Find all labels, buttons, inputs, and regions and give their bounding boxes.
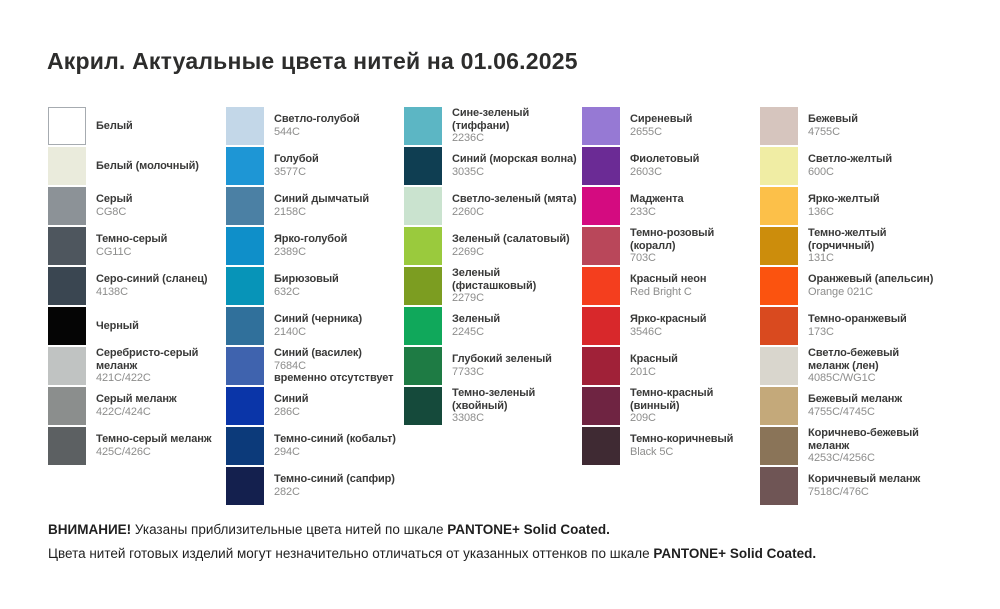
color-row [48, 147, 226, 185]
color-labels [96, 187, 226, 225]
color-labels [630, 267, 760, 305]
color-row [582, 187, 760, 225]
pantone-code: 544C [274, 126, 300, 138]
color-row [582, 387, 760, 425]
pantone-code: 4755C/4745C [808, 406, 875, 418]
color-labels [274, 467, 404, 505]
color-name: Темно-серый [96, 233, 168, 246]
color-name: Серо-синий (сланец) [96, 273, 208, 286]
color-swatch [404, 107, 442, 145]
color-swatch [582, 307, 620, 345]
color-labels [96, 427, 226, 465]
footer-line-1 [48, 520, 816, 540]
color-row [404, 387, 582, 425]
color-swatch [760, 427, 798, 465]
pantone-code: 2603C [630, 166, 662, 178]
color-swatch [48, 187, 86, 225]
color-labels [808, 147, 938, 185]
color-labels [274, 147, 404, 185]
availability-note: временно отсутствует [274, 372, 394, 385]
footer-bold-text: PANTONE+ Solid Coated. [447, 522, 610, 537]
color-name: Темно-зеленый (хвойный) [452, 386, 536, 412]
color-row [226, 187, 404, 225]
color-row [226, 387, 404, 425]
color-labels [274, 307, 404, 345]
color-name: Белый (молочный) [96, 159, 199, 172]
pantone-code: 7684C [274, 359, 306, 372]
color-swatch [226, 387, 264, 425]
color-column-1 [48, 107, 226, 507]
color-name: Серый меланж [96, 393, 177, 406]
color-labels [630, 427, 760, 465]
color-row [48, 347, 226, 385]
footer-note [48, 520, 816, 569]
color-row [226, 427, 404, 465]
color-column-5 [760, 107, 938, 507]
pantone-code: CG8C [96, 206, 127, 218]
color-row [48, 187, 226, 225]
color-labels [630, 387, 760, 425]
pantone-code: 632C [274, 286, 300, 298]
pantone-code: 2269C [452, 246, 484, 258]
color-name: Темно-розовый (коралл) [630, 226, 715, 252]
pantone-code: Red Bright C [630, 286, 692, 298]
color-labels [96, 147, 226, 185]
pantone-code: 286C [274, 406, 300, 418]
color-labels [274, 427, 404, 465]
pantone-code: 4755C [808, 126, 840, 138]
footer-bold-text: PANTONE+ Solid Coated. [653, 546, 817, 562]
color-row [226, 347, 404, 385]
color-column-3 [404, 107, 582, 507]
color-labels [274, 267, 404, 305]
pantone-code: 136C [808, 206, 834, 218]
color-swatch [760, 227, 798, 265]
color-labels [452, 187, 582, 225]
color-swatch [48, 267, 86, 305]
color-labels [630, 147, 760, 185]
pantone-code: 282C [274, 486, 300, 498]
color-name: Зеленый (салатовый) [452, 233, 570, 246]
color-swatch [226, 307, 264, 345]
color-swatch [404, 147, 442, 185]
color-swatch [760, 187, 798, 225]
color-labels [808, 307, 938, 345]
color-name: Маджента [630, 193, 684, 206]
color-row [48, 267, 226, 305]
color-labels [452, 227, 582, 265]
color-row [48, 387, 226, 425]
color-swatch [226, 467, 264, 505]
color-name: Синий (василек) [274, 346, 362, 359]
color-labels [96, 387, 226, 425]
color-grid [48, 107, 938, 507]
color-row [226, 267, 404, 305]
color-row [582, 227, 760, 265]
color-labels [808, 347, 938, 385]
pantone-code: 421C/422C [96, 372, 151, 385]
color-swatch [582, 387, 620, 425]
pantone-code: 2236C [452, 132, 484, 145]
color-row [582, 147, 760, 185]
pantone-code: 173C [808, 326, 834, 338]
color-name: Темно-серый меланж [96, 433, 212, 446]
pantone-code: 4253C/4256C [808, 452, 875, 465]
color-name: Коричнево-бежевый меланж [808, 426, 919, 452]
color-row [226, 307, 404, 345]
color-row [404, 187, 582, 225]
color-row [48, 427, 226, 465]
pantone-code: 422C/424C [96, 406, 151, 418]
color-swatch [48, 307, 86, 345]
color-swatch [760, 267, 798, 305]
color-labels [452, 307, 582, 345]
color-name: Глубокий зеленый [452, 353, 552, 366]
color-row [760, 347, 938, 385]
color-swatch [760, 347, 798, 385]
footer-bold-text: ВНИМАНИЕ! [48, 522, 132, 537]
color-name: Темно-синий (кобальт) [274, 433, 396, 446]
color-name: Голубой [274, 153, 319, 166]
color-name: Серебристо-серый меланж [96, 346, 199, 372]
color-row [48, 107, 226, 145]
pantone-code: 703C [630, 252, 656, 265]
color-labels [274, 347, 404, 385]
color-name: Синий дымчатый [274, 193, 370, 206]
color-labels [630, 227, 760, 265]
color-name: Красный [630, 353, 678, 366]
color-row [226, 147, 404, 185]
color-name: Темно-коричневый [630, 433, 734, 446]
color-name: Синий (морская волна) [452, 153, 577, 166]
color-swatch [760, 467, 798, 505]
color-labels [808, 467, 938, 505]
color-labels [630, 187, 760, 225]
color-labels [808, 107, 938, 145]
color-name: Бежевый меланж [808, 393, 903, 406]
color-labels [96, 267, 226, 305]
pantone-code: 2245C [452, 326, 484, 338]
color-swatch [760, 307, 798, 345]
pantone-code: 425C/426C [96, 446, 151, 458]
color-labels [274, 387, 404, 425]
color-name: Темно-синий (сапфир) [274, 473, 395, 486]
color-labels [452, 387, 582, 425]
color-row [760, 147, 938, 185]
color-swatch [226, 267, 264, 305]
color-name: Светло-желтый [808, 153, 893, 166]
color-labels [96, 347, 226, 385]
color-row [226, 467, 404, 505]
footer-line-2 [48, 544, 816, 564]
color-row [404, 347, 582, 385]
color-swatch [582, 227, 620, 265]
color-swatch [226, 427, 264, 465]
color-row [582, 307, 760, 345]
color-labels [630, 107, 760, 145]
color-labels [96, 107, 226, 145]
color-name: Белый [96, 119, 133, 132]
color-name: Оранжевый (апельсин) [808, 273, 934, 286]
pantone-code: 2655C [630, 126, 662, 138]
color-row [48, 227, 226, 265]
color-row [582, 427, 760, 465]
color-labels [808, 267, 938, 305]
color-swatch [582, 187, 620, 225]
color-swatch [48, 347, 86, 385]
color-swatch [404, 387, 442, 425]
color-swatch [48, 387, 86, 425]
color-swatch [760, 107, 798, 145]
color-labels [274, 227, 404, 265]
color-swatch [582, 347, 620, 385]
pantone-code: 3577C [274, 166, 306, 178]
pantone-code: 2158C [274, 206, 306, 218]
color-swatch [226, 107, 264, 145]
color-swatch [226, 187, 264, 225]
color-labels [808, 387, 938, 425]
pantone-code: 2260C [452, 206, 484, 218]
color-name: Бирюзовый [274, 273, 339, 286]
page-title: Акрил. Актуальные цвета нитей на 01.06.2025 [47, 48, 578, 74]
color-swatch [760, 147, 798, 185]
color-swatch [226, 147, 264, 185]
color-labels [274, 187, 404, 225]
color-labels [808, 427, 938, 465]
color-swatch [582, 147, 620, 185]
color-row [760, 227, 938, 265]
color-row [760, 187, 938, 225]
color-swatch [48, 107, 86, 145]
color-row [226, 227, 404, 265]
color-swatch [404, 187, 442, 225]
pantone-code: 4085C/WG1C [808, 372, 876, 385]
color-labels [630, 347, 760, 385]
color-labels [452, 107, 582, 145]
pantone-code: 2140C [274, 326, 306, 338]
color-swatch [404, 307, 442, 345]
color-row [582, 347, 760, 385]
color-row [404, 267, 582, 305]
pantone-code: 2279C [452, 292, 484, 305]
color-swatch [582, 107, 620, 145]
color-swatch [48, 147, 86, 185]
pantone-code: CG11C [96, 246, 132, 258]
color-swatch [226, 227, 264, 265]
color-name: Ярко-голубой [274, 233, 348, 246]
color-name: Синий [274, 393, 309, 406]
color-name: Темно-оранжевый [808, 313, 907, 326]
color-name: Синий (черника) [274, 313, 363, 326]
footer-text: Указаны приблизительные цвета нитей по шкале [131, 522, 448, 537]
color-row [760, 387, 938, 425]
pantone-code: 201C [630, 366, 656, 378]
color-labels [452, 347, 582, 385]
color-labels [96, 307, 226, 345]
color-labels [808, 187, 938, 225]
color-swatch [404, 267, 442, 305]
color-swatch [48, 227, 86, 265]
pantone-code: 209C [630, 412, 656, 425]
color-name: Светло-зеленый (мята) [452, 193, 577, 206]
color-labels [452, 147, 582, 185]
pantone-code: 600C [808, 166, 834, 178]
pantone-code: 294C [274, 446, 300, 458]
color-row [760, 267, 938, 305]
pantone-code: Orange 021C [808, 286, 873, 298]
color-name: Фиолетовый [630, 153, 700, 166]
color-row [582, 107, 760, 145]
color-swatch [760, 387, 798, 425]
color-column-4 [582, 107, 760, 507]
color-swatch [582, 267, 620, 305]
pantone-code: 233C [630, 206, 656, 218]
color-swatch [582, 427, 620, 465]
color-name: Сине-зеленый (тиффани) [452, 106, 530, 132]
color-swatch [48, 427, 86, 465]
pantone-code: 4138C [96, 286, 128, 298]
color-row [760, 467, 938, 505]
pantone-code: Black 5C [630, 446, 674, 458]
color-swatch [404, 347, 442, 385]
color-name: Серый [96, 193, 133, 206]
color-labels [274, 107, 404, 145]
color-row [760, 107, 938, 145]
pantone-code: 2389C [274, 246, 306, 258]
color-name: Черный [96, 319, 139, 332]
color-name: Ярко-желтый [808, 193, 880, 206]
pantone-code: 131C [808, 252, 834, 265]
color-name: Зеленый (фисташковый) [452, 266, 537, 292]
pantone-code: 7733C [452, 366, 484, 378]
color-row [226, 107, 404, 145]
color-row [760, 427, 938, 465]
pantone-code: 3035C [452, 166, 484, 178]
color-name: Светло-бежевый меланж (лен) [808, 346, 900, 372]
color-column-2 [226, 107, 404, 507]
color-row [404, 227, 582, 265]
color-row [760, 307, 938, 345]
color-name: Ярко-красный [630, 313, 707, 326]
color-name: Зеленый [452, 313, 501, 326]
color-swatch [404, 227, 442, 265]
color-labels [96, 227, 226, 265]
color-labels [630, 307, 760, 345]
color-row [404, 107, 582, 145]
color-name: Светло-голубой [274, 113, 360, 126]
color-labels [452, 267, 582, 305]
color-name: Красный неон [630, 273, 707, 286]
color-labels [808, 227, 938, 265]
color-name: Бежевый [808, 113, 858, 126]
pantone-code: 3546C [630, 326, 662, 338]
color-name: Темно-желтый (горчичный) [808, 226, 887, 252]
color-row [404, 307, 582, 345]
pantone-code: 7518C/476C [808, 486, 869, 498]
color-name: Сиреневый [630, 113, 693, 126]
color-row [404, 147, 582, 185]
color-row [48, 307, 226, 345]
color-row [582, 267, 760, 305]
color-name: Темно-красный (винный) [630, 386, 714, 412]
footer-text: Цвета нитей готовых изделий могут незначительно отличаться от указанных оттенков по шкале [48, 546, 654, 562]
color-swatch [226, 347, 264, 385]
color-name: Коричневый меланж [808, 473, 921, 486]
pantone-code: 3308C [452, 412, 484, 425]
